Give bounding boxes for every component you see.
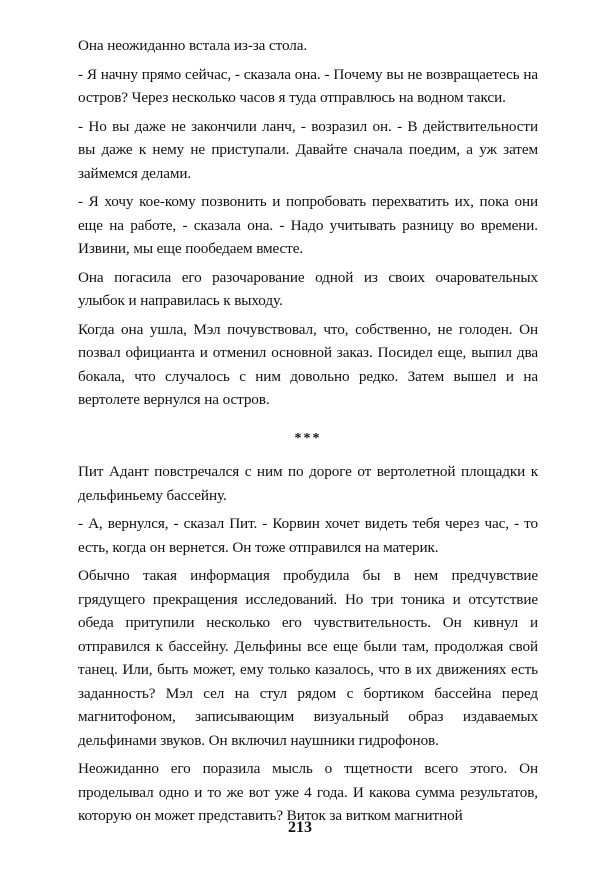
paragraph: Она погасила его разочарование одной из своих очаровательных улыбок и направилась к выходу.: [78, 268, 538, 309]
paragraph: Обычно такая информация пробудила бы в нем предчувствие грядущего прекращения исследований. Но три тоника и отсутствие обеда притупили несколько его чувствительность. Он кивнул и отправился к бассейну. Дельфины все еще были там, продолжая свой танец. Или, быть может, ему только казалось, что в их движениях есть заданность? Мэл сел на стул рядом с бортиком бассейна перед магнитофоном, записывающим визуальный образ издаваемых дельфинами звуков. Он включил наушники гидрофонов.: [78, 567, 538, 749]
paragraph: - Я хочу кое-кому позвонить и попробовать перехватить их, пока они еще на работе, - сказала она. - Надо учитывать разницу во времени. Извини, мы еще пообедаем вместе.: [78, 193, 538, 257]
paragraph: - Я начну прямо сейчас, - сказала она. - Почему вы не возвращаетесь на остров? Через несколько часов я туда отправлюсь на водном такси.: [78, 65, 538, 106]
paragraph: - А, вернулся, - сказал Пит. - Корвин хочет видеть тебя через час, - то есть, когда он вернется. Он тоже отправился на материк.: [78, 515, 538, 556]
paragraph: - Но вы даже не закончили ланч, - возразил он. - В действительности вы даже к нему не приступали. Давайте сначала поедим, а уж затем займемся делами.: [78, 117, 538, 182]
page-number: 213: [288, 819, 312, 836]
section-separator: ***: [294, 430, 322, 446]
paragraph: Когда она ушла, Мэл почувствовал, что, собственно, не голоден. Он позвал официанта и отменил основной заказ. Посидел еще, выпил два бокала, что случалось с ним довольно редко. Затем вышел и на вертолете вернулся на остров.: [78, 320, 538, 408]
paragraph: Неожиданно его поразила мысль о тщетности всего этого. Он проделывал одно и то же вот уже 4 года. И какова сумма результатов, которую он может представить? Виток за витком магнитной: [78, 760, 538, 824]
page-body: [78, 34, 538, 833]
paragraph: Она неожиданно встала из-за стола.: [78, 37, 308, 54]
paragraph: Пит Адант повстречался с ним по дороге от вертолетной площадки к дельфиньему бассейну.: [78, 463, 538, 504]
